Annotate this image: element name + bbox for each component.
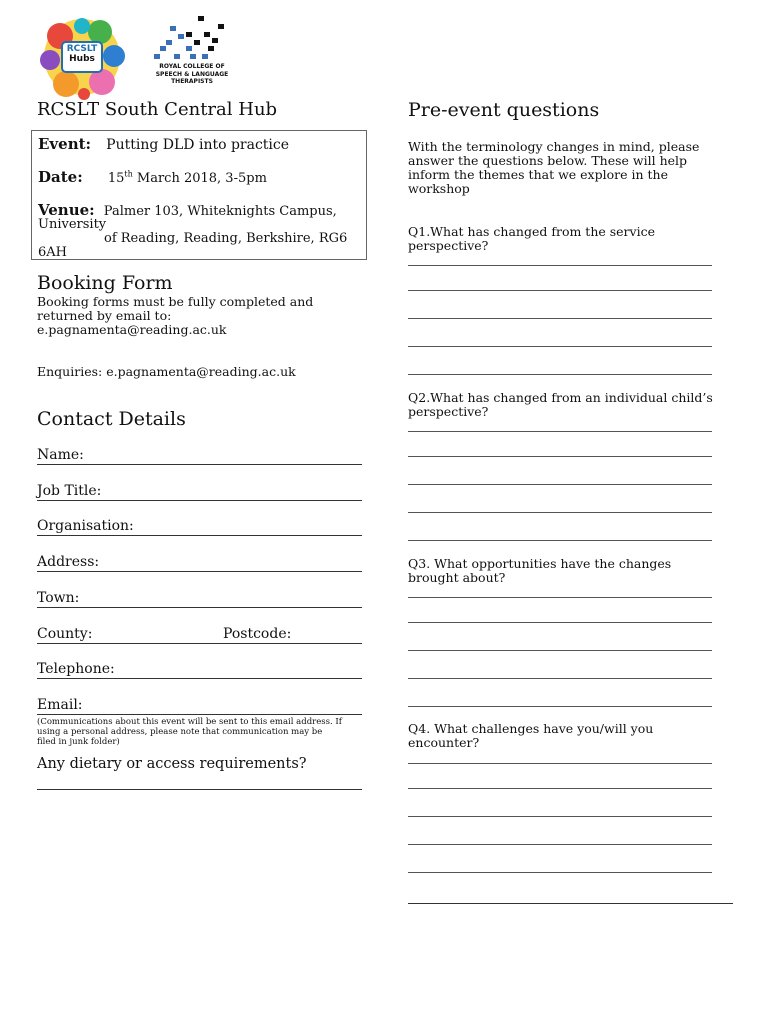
hubs-logo-text-2: Hubs bbox=[69, 54, 95, 64]
q3-answer-line[interactable] bbox=[408, 678, 712, 679]
q4-answer-line[interactable] bbox=[408, 788, 712, 789]
telephone-label: Telephone: bbox=[37, 661, 115, 677]
q2-answer-line[interactable] bbox=[408, 512, 712, 513]
q3-answer-line[interactable] bbox=[408, 706, 712, 707]
question-3: Q3. What opportunities have the changes brought about? bbox=[408, 556, 672, 585]
rcslt-logo-line-2: SPEECH & LANGUAGE bbox=[155, 70, 229, 78]
event-value: Putting DLD into practice bbox=[106, 137, 290, 153]
question-1: Q1.What has changed from the service perspective? bbox=[408, 224, 655, 253]
q4-answer-line[interactable] bbox=[408, 816, 712, 817]
q2-answer-line[interactable] bbox=[408, 431, 712, 432]
name-field[interactable] bbox=[37, 447, 362, 465]
venue-line-1: Palmer 103, Whiteknights Campus, bbox=[103, 204, 337, 219]
question-2: Q2.What has changed from an individual child’s perspective? bbox=[408, 390, 713, 419]
email-label: Email: bbox=[37, 697, 83, 713]
venue-label: Venue: bbox=[38, 201, 95, 219]
q3-answer-line[interactable] bbox=[408, 650, 712, 651]
q1-answer-line[interactable] bbox=[408, 265, 712, 266]
pre-event-intro: With the terminology changes in mind, please answer the questions below. These will help inform the themes that we explore in the workshop bbox=[408, 139, 700, 196]
q1-answer-line[interactable] bbox=[408, 318, 712, 319]
q3-answer-line[interactable] bbox=[408, 597, 712, 598]
venue-line-3: of Reading, Reading, Berkshire, RG6 bbox=[104, 231, 348, 246]
county-postcode-field[interactable] bbox=[37, 626, 362, 644]
postcode-label: Postcode: bbox=[223, 626, 292, 642]
county-label: County: bbox=[37, 626, 93, 642]
job-title-label: Job Title: bbox=[37, 483, 102, 499]
q2-answer-line[interactable] bbox=[408, 456, 712, 457]
address-field[interactable] bbox=[37, 554, 362, 572]
event-label: Event: bbox=[38, 135, 92, 153]
hub-title: RCSLT South Central Hub bbox=[37, 99, 278, 120]
rcslt-logo-line-3: THERAPISTS bbox=[171, 78, 213, 85]
event-details-box bbox=[31, 130, 367, 260]
rcslt-logo-line-1: ROYAL COLLEGE OF bbox=[159, 63, 225, 70]
email-field[interactable] bbox=[37, 697, 362, 715]
q2-answer-line[interactable] bbox=[408, 484, 712, 485]
date-label: Date: bbox=[38, 168, 83, 186]
date-value: 15th March 2018, 3-5pm bbox=[107, 169, 267, 186]
telephone-field[interactable] bbox=[37, 661, 362, 679]
town-field[interactable] bbox=[37, 590, 362, 608]
enquiries-text: Enquiries: e.pagnamenta@reading.ac.uk bbox=[37, 364, 296, 379]
hubs-logo-text-1: RCSLT bbox=[66, 44, 98, 54]
venue-line-4: 6AH bbox=[38, 245, 67, 260]
dietary-label: Any dietary or access requirements? bbox=[37, 756, 307, 772]
q2-answer-line[interactable] bbox=[408, 540, 712, 541]
booking-form-title: Booking Form bbox=[37, 272, 173, 294]
q4-answer-line[interactable] bbox=[408, 763, 712, 764]
job-title-field[interactable] bbox=[37, 483, 362, 501]
dietary-answer-line[interactable] bbox=[37, 789, 362, 790]
organisation-field[interactable] bbox=[37, 518, 362, 536]
q1-answer-line[interactable] bbox=[408, 374, 712, 375]
rcslt-hubs-logo bbox=[38, 14, 126, 100]
venue-line-2: University bbox=[38, 217, 107, 232]
booking-instructions: Booking forms must be fully completed and returned by email to: e.pagnamenta@reading.ac.uk bbox=[37, 295, 367, 337]
pre-event-title: Pre-event questions bbox=[408, 99, 600, 121]
royal-college-logo bbox=[146, 16, 238, 92]
organisation-label: Organisation: bbox=[37, 518, 134, 534]
q3-answer-line[interactable] bbox=[408, 622, 712, 623]
name-label: Name: bbox=[37, 447, 84, 463]
email-note: (Communications about this event will be sent to this email address. If using a personal address, please note that communication may be filed in junk folder) bbox=[37, 717, 342, 747]
q4-answer-line[interactable] bbox=[408, 844, 712, 845]
question-4: Q4. What challenges have you/will you encounter? bbox=[408, 721, 654, 750]
q1-answer-line[interactable] bbox=[408, 346, 712, 347]
address-label: Address: bbox=[37, 554, 100, 570]
contact-details-title: Contact Details bbox=[37, 408, 186, 430]
town-label: Town: bbox=[37, 590, 80, 606]
q4-answer-line[interactable] bbox=[408, 872, 712, 873]
q1-answer-line[interactable] bbox=[408, 290, 712, 291]
final-answer-line[interactable] bbox=[408, 903, 733, 904]
booking-email-link[interactable]: e.pagnamenta@reading.ac.uk bbox=[37, 322, 227, 337]
